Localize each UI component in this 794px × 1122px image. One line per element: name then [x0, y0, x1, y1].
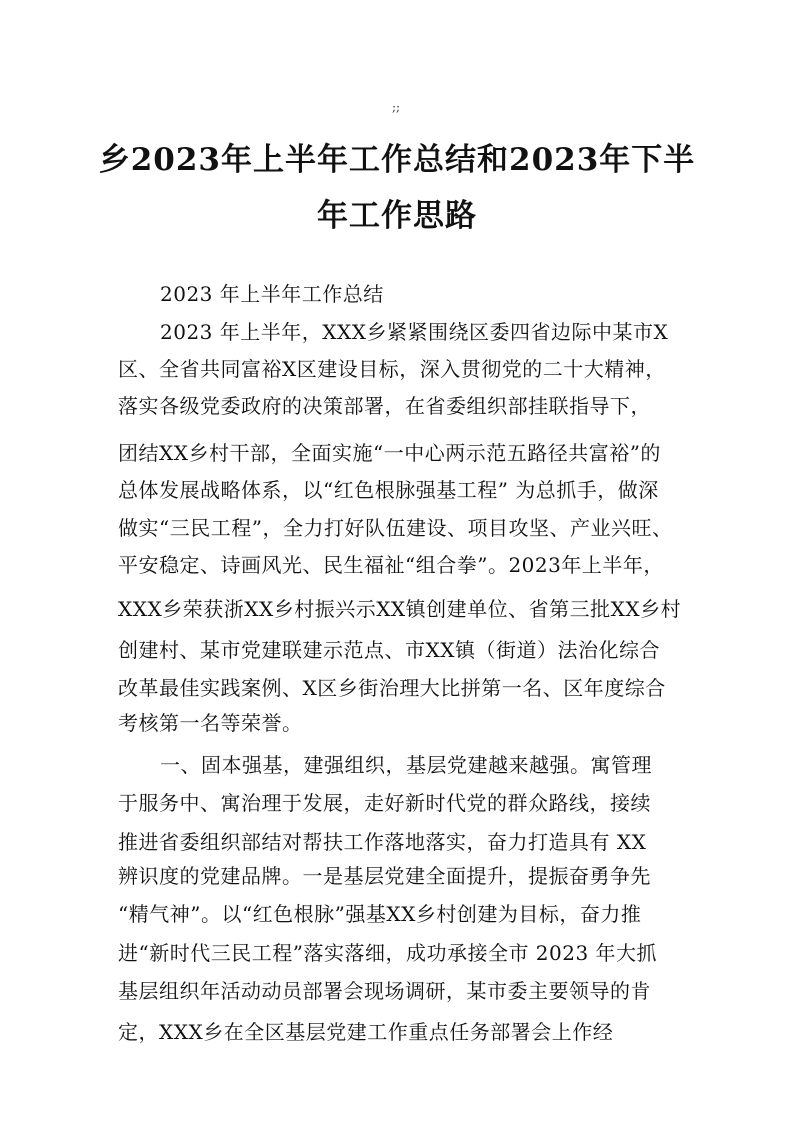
document-title-line-2: 年工作思路	[317, 198, 477, 234]
section-heading: 2023 年上半年工作总结	[160, 282, 384, 306]
paragraph-1-line: 做实“三民工程”，全力打好队伍建设、项目攻坚、产业兴旺、	[118, 516, 673, 540]
paragraph-2-line: 定，XXX乡在全区基层党建工作重点任务部署会上作经	[118, 1020, 614, 1044]
page-mark: ;;	[392, 100, 401, 114]
paragraph-1-line: 创建村、某市党建联建示范点、市XX镇（街道）法治化综合	[118, 638, 660, 662]
paragraph-1-line: XXX乡荣获浙XX乡村振兴示XX镇创建单位、省第三批XX乡村	[118, 597, 682, 621]
paragraph-1-line: 总体发展战略体系，以“红色根脉强基工程” 为总抓手，做深	[118, 478, 659, 502]
paragraph-1-line: 考核第一名等荣誉。	[118, 711, 303, 735]
paragraph-1-line: 区、全省共同富裕X区建设目标，深入贯彻党的二十大精神，	[118, 357, 666, 381]
paragraph-2-line: 进“新时代三民工程”落实落细，成功承接全市 2023 年大抓	[118, 941, 658, 965]
document-title-line-1: 乡2023年上半年工作总结和2023年下半	[98, 142, 696, 178]
paragraph-1-line: 团结XX乡村干部，全面实施“一中心两示范五路径共富裕”的	[118, 441, 661, 465]
paragraph-2-line: 一、固本强基，建强组织，基层党建越来越强。寓管理	[160, 753, 652, 777]
paragraph-2-line: 于服务中、寓治理于发展，走好新时代党的群众路线，接续	[118, 791, 651, 815]
paragraph-2-line: 辨识度的党建品牌。一是基层党建全面提升，提振奋勇争先	[118, 864, 651, 888]
paragraph-2-line: 推进省委组织部结对帮扶工作落地落实，奋力打造具有 XX	[118, 830, 647, 854]
paragraph-1-line: 改革最佳实践案例、X区乡街治理大比拼第一名、区年度综合	[118, 676, 666, 700]
paragraph-1-line: 落实各级党委政府的决策部署，在省委组织部挂联指导下，	[118, 394, 651, 418]
paragraph-2-line: “精气神”。以“红色根脉”强基XX乡村创建为目标，奋力推	[118, 902, 642, 926]
paragraph-2-line: 基层组织年活动动员部署会现场调研，某市委主要领导的肯	[118, 979, 651, 1003]
paragraph-1-line: 2023 年上半年，XXX乡紧紧围绕区委四省边际中某市X	[160, 320, 669, 344]
paragraph-1-line: 平安稳定、诗画风光、民生福祉“组合拳”。2023年上半年，	[118, 553, 664, 577]
